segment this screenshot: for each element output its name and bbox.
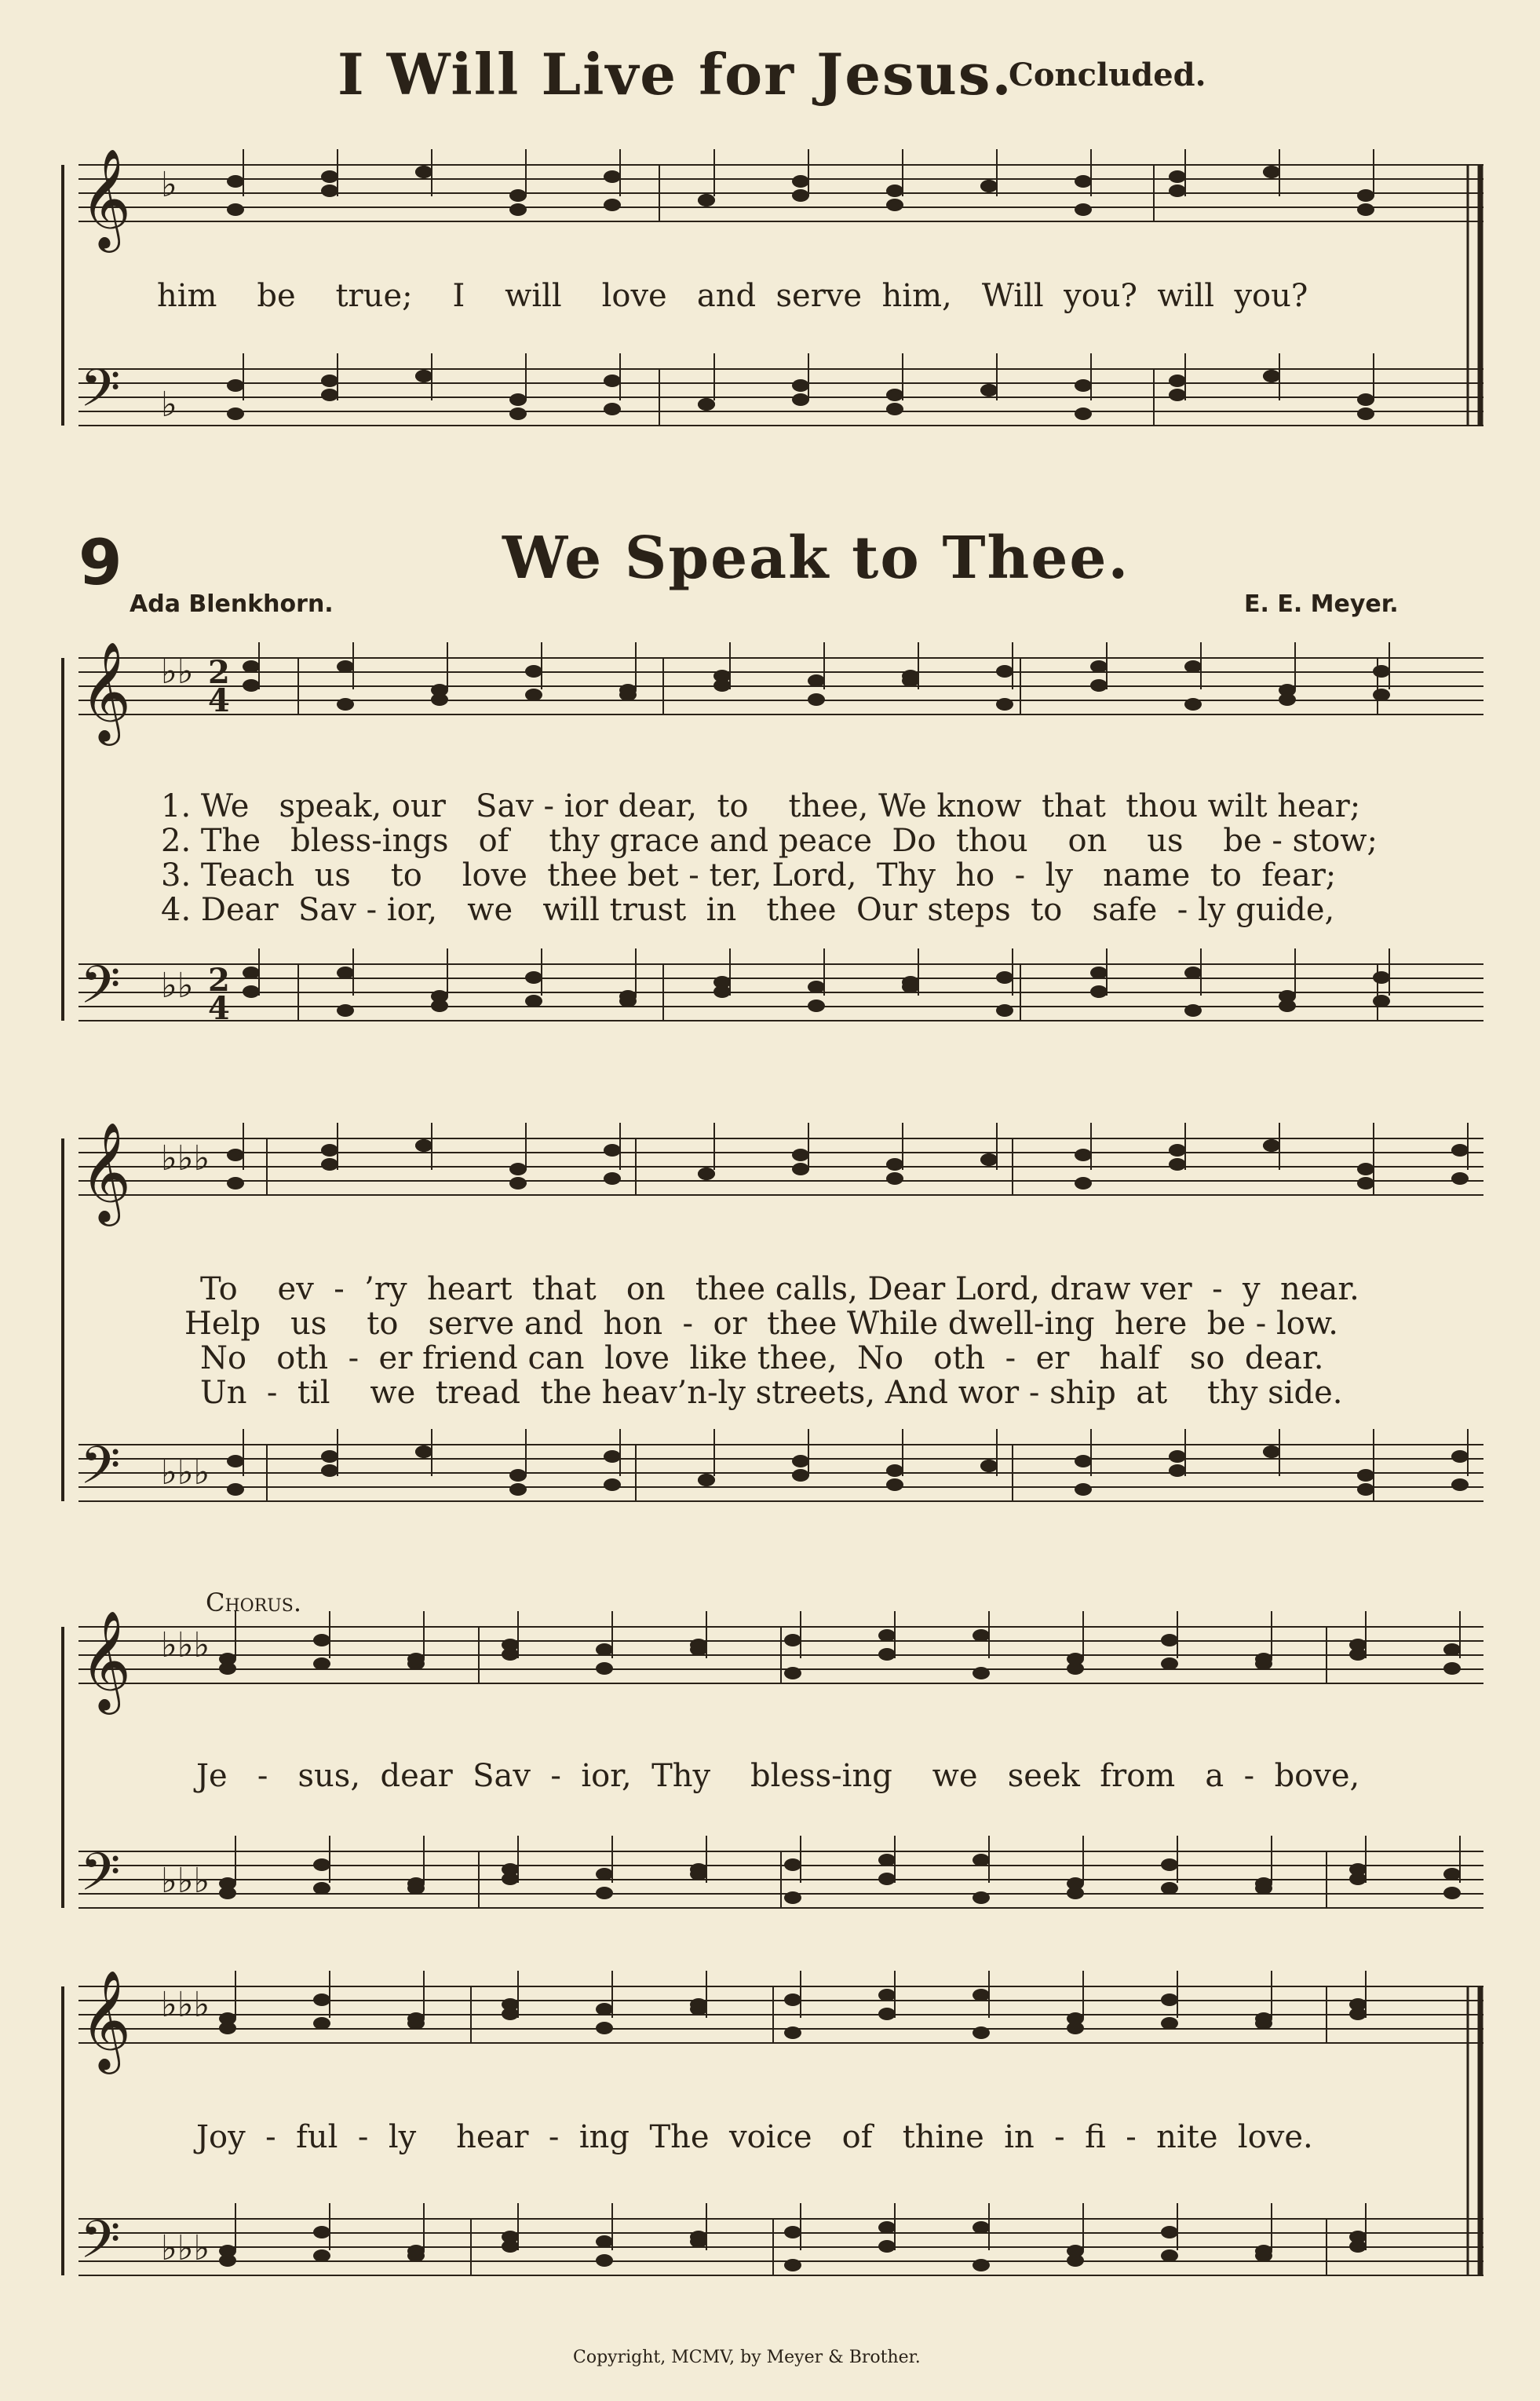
svg-text:♭♭♭: ♭♭♭ bbox=[161, 1453, 210, 1493]
note-head bbox=[878, 1854, 896, 1866]
note-head bbox=[509, 393, 527, 406]
lyric-line-verse3: 3. Teach us to love thee bet - ter, Lord, Thy ho - ly name to fear; bbox=[161, 857, 1337, 894]
note-head bbox=[1075, 407, 1092, 420]
note-head bbox=[321, 1450, 338, 1463]
note-head bbox=[1090, 679, 1108, 692]
note-head bbox=[1184, 660, 1202, 673]
note-head bbox=[502, 1648, 519, 1661]
note-head bbox=[980, 180, 998, 192]
note-head bbox=[1357, 407, 1374, 420]
note-head bbox=[980, 1153, 998, 1166]
note-head bbox=[1373, 689, 1390, 701]
note-head bbox=[792, 379, 809, 392]
note-head bbox=[1161, 1994, 1178, 2006]
note-head bbox=[996, 698, 1013, 711]
note-head bbox=[1255, 1877, 1272, 1890]
note-head bbox=[996, 1004, 1013, 1017]
note-head bbox=[619, 990, 637, 1003]
note-head bbox=[1443, 1887, 1461, 1899]
note-head bbox=[227, 175, 244, 188]
note-head bbox=[973, 1854, 990, 1866]
page-title-note: Concluded. bbox=[1009, 57, 1206, 93]
note-head bbox=[1443, 1868, 1461, 1880]
note-head bbox=[313, 1994, 330, 2006]
note-head bbox=[525, 689, 542, 701]
note-head bbox=[690, 1863, 707, 1876]
treble-clef-icon: 𝄞 bbox=[80, 641, 132, 741]
svg-text:4: 4 bbox=[208, 682, 230, 719]
note-head bbox=[973, 2026, 990, 2039]
note-head bbox=[321, 1464, 338, 1477]
hymn-author: Ada Blenkhorn. bbox=[130, 590, 334, 618]
note-head bbox=[784, 1667, 801, 1679]
note-head bbox=[784, 1994, 801, 2006]
note-head bbox=[1349, 1873, 1367, 1885]
note-head bbox=[243, 679, 260, 692]
note-head bbox=[313, 1634, 330, 1646]
note-head bbox=[219, 1887, 236, 1899]
note-head bbox=[1169, 389, 1186, 401]
note-head bbox=[878, 1989, 896, 2001]
note-head bbox=[227, 379, 244, 392]
note-head bbox=[784, 2026, 801, 2039]
note-head bbox=[878, 1648, 896, 1661]
note-head bbox=[243, 660, 260, 673]
note-head bbox=[604, 1450, 621, 1463]
note-head bbox=[1349, 1648, 1367, 1661]
note-head bbox=[1075, 203, 1092, 216]
note-head bbox=[1075, 379, 1092, 392]
hymn-composer: E. E. Meyer. bbox=[1244, 590, 1399, 618]
note-head bbox=[698, 194, 715, 206]
note-head bbox=[996, 971, 1013, 984]
note-head bbox=[808, 981, 825, 993]
note-head bbox=[886, 185, 903, 197]
note-head bbox=[509, 1483, 527, 1496]
note-head bbox=[792, 1163, 809, 1175]
note-head bbox=[1255, 1653, 1272, 1665]
lyric-line-verse1: 1. We speak, our Sav - ior dear, to thee, We know that thou wilt hear; bbox=[161, 788, 1361, 824]
note-head bbox=[321, 185, 338, 197]
treble-clef-icon: 𝄞 bbox=[80, 1969, 132, 2070]
hymn-number: 9 bbox=[78, 526, 122, 599]
note-head bbox=[1373, 995, 1390, 1007]
note-head bbox=[1279, 693, 1296, 706]
note-head bbox=[1357, 1469, 1374, 1482]
note-head bbox=[502, 1873, 519, 1885]
note-head bbox=[792, 1469, 809, 1482]
note-head bbox=[1067, 2254, 1084, 2267]
note-head bbox=[996, 665, 1013, 678]
note-head bbox=[1169, 1464, 1186, 1477]
lyric-line-chorus1: Je - sus, dear Sav - ior, Thy bless-ing we seek from a - bove, bbox=[196, 1758, 1360, 1794]
staff-verse1-treble bbox=[78, 658, 1483, 714]
note-head bbox=[1161, 1858, 1178, 1871]
note-head bbox=[407, 1877, 425, 1890]
note-head bbox=[808, 1000, 825, 1012]
note-head bbox=[1451, 1144, 1469, 1157]
note-head bbox=[502, 2240, 519, 2253]
note-head bbox=[1263, 166, 1280, 178]
note-head bbox=[886, 1158, 903, 1171]
svg-text:♭♭♭: ♭♭♭ bbox=[161, 2228, 210, 2268]
page-title: I Will Live for Jesus. bbox=[338, 41, 1013, 108]
bass-clef-icon: 𝄢 bbox=[80, 358, 121, 431]
svg-text:♭♭♭: ♭♭♭ bbox=[161, 1861, 210, 1901]
note-head bbox=[808, 693, 825, 706]
note-head bbox=[415, 1139, 432, 1152]
svg-text:♭♭♭: ♭♭♭ bbox=[161, 1625, 210, 1665]
note-head bbox=[1090, 660, 1108, 673]
note-head bbox=[1349, 2008, 1367, 2020]
note-head bbox=[604, 1144, 621, 1157]
note-head bbox=[219, 2022, 236, 2034]
note-head bbox=[1169, 1144, 1186, 1157]
lyric-line-verse4: 4. Dear Sav - ior, we will trust in thee Our steps to safe - ly guide, bbox=[161, 892, 1335, 928]
note-head bbox=[1169, 170, 1186, 183]
note-head bbox=[1169, 375, 1186, 387]
note-head bbox=[321, 1158, 338, 1171]
svg-text:2: 2 bbox=[208, 962, 230, 999]
note-head bbox=[219, 1662, 236, 1675]
note-head bbox=[313, 1882, 330, 1895]
note-head bbox=[227, 1483, 244, 1496]
note-head bbox=[1263, 1139, 1280, 1152]
note-head bbox=[886, 403, 903, 415]
staff-chorus1-treble bbox=[78, 1627, 1483, 1683]
treble-clef-icon: 𝄞 bbox=[80, 148, 132, 248]
note-head bbox=[321, 1144, 338, 1157]
note-head bbox=[321, 375, 338, 387]
svg-text:♭♭♭: ♭♭♭ bbox=[161, 1985, 210, 2025]
note-head bbox=[713, 985, 731, 998]
note-head bbox=[713, 679, 731, 692]
note-head bbox=[525, 971, 542, 984]
note-head bbox=[596, 2022, 613, 2034]
note-head bbox=[1451, 1478, 1469, 1491]
staff-chorus1-bass bbox=[78, 1851, 1483, 1908]
note-head bbox=[1161, 2017, 1178, 2030]
note-head bbox=[227, 1455, 244, 1467]
note-head bbox=[886, 1464, 903, 1477]
bass-clef-icon: 𝄢 bbox=[80, 1435, 121, 1508]
note-head bbox=[1184, 698, 1202, 711]
note-head bbox=[1373, 665, 1390, 678]
note-head bbox=[509, 189, 527, 202]
note-head bbox=[698, 1168, 715, 1180]
note-head bbox=[604, 170, 621, 183]
note-head bbox=[1075, 1149, 1092, 1161]
note-head bbox=[784, 2259, 801, 2271]
note-head bbox=[604, 199, 621, 211]
note-head bbox=[1443, 1643, 1461, 1656]
note-head bbox=[415, 1445, 432, 1458]
note-head bbox=[1263, 1445, 1280, 1458]
note-head bbox=[1169, 1158, 1186, 1171]
note-head bbox=[1075, 1483, 1092, 1496]
note-head bbox=[604, 375, 621, 387]
note-head bbox=[431, 1000, 448, 1012]
note-head bbox=[509, 407, 527, 420]
note-head bbox=[415, 370, 432, 382]
note-head bbox=[1357, 1483, 1374, 1496]
note-head bbox=[980, 1460, 998, 1472]
note-head bbox=[1067, 1887, 1084, 1899]
note-head bbox=[973, 1891, 990, 1904]
svg-text:2: 2 bbox=[208, 654, 230, 691]
note-head bbox=[792, 175, 809, 188]
note-head bbox=[1357, 1163, 1374, 1175]
lyric-line-verse2: 2. The bless-ings of thy grace and peace Do thou on us be - stow; bbox=[161, 823, 1378, 859]
note-head bbox=[313, 2226, 330, 2238]
lyric-line-verse4-cont: Un - til we tread the heav’n-ly streets, And wor - ship at thy side. bbox=[200, 1375, 1343, 1411]
staff-chorus2-treble bbox=[78, 1986, 1483, 2043]
note-head bbox=[980, 384, 998, 397]
note-head bbox=[313, 1858, 330, 1871]
note-head bbox=[690, 2231, 707, 2243]
note-head bbox=[596, 2254, 613, 2267]
copyright-notice: Copyright, MCMV, by Meyer & Brother. bbox=[573, 2348, 921, 2367]
note-head bbox=[886, 389, 903, 401]
note-head bbox=[525, 665, 542, 678]
note-head bbox=[243, 967, 260, 979]
treble-clef-icon: 𝄞 bbox=[80, 1610, 132, 1710]
note-head bbox=[878, 2240, 896, 2253]
note-head bbox=[596, 1868, 613, 1880]
bass-clef-icon: 𝄢 bbox=[80, 955, 121, 1028]
note-head bbox=[1451, 1172, 1469, 1185]
note-head bbox=[1090, 967, 1108, 979]
lyric-line-verse1-cont: To ev - ’ry heart that on thee calls, Dear Lord, draw ver - y near. bbox=[200, 1271, 1359, 1307]
note-head bbox=[337, 660, 354, 673]
note-head bbox=[698, 398, 715, 411]
note-head bbox=[808, 674, 825, 687]
note-head bbox=[792, 189, 809, 202]
note-head bbox=[596, 2003, 613, 2015]
note-head bbox=[1349, 2240, 1367, 2253]
note-head bbox=[1451, 1450, 1469, 1463]
lyric-line-verse2-cont: Help us to serve and hon - or thee While dwell-ing here be - low. bbox=[184, 1306, 1339, 1342]
note-head bbox=[431, 693, 448, 706]
note-head bbox=[509, 1177, 527, 1190]
treble-clef-icon: 𝄞 bbox=[80, 1121, 132, 1222]
note-head bbox=[509, 1469, 527, 1482]
note-head bbox=[604, 403, 621, 415]
note-head bbox=[690, 1639, 707, 1651]
note-head bbox=[525, 995, 542, 1007]
hymn-title: We Speak to Thee. bbox=[502, 524, 1130, 592]
note-head bbox=[902, 976, 919, 989]
lyric-line-concluded: him be true; I will love and serve him, Will you? will you? bbox=[157, 278, 1308, 314]
staff-chorus2-bass bbox=[78, 2219, 1483, 2275]
svg-text:♭: ♭ bbox=[161, 165, 177, 205]
note-head bbox=[973, 2221, 990, 2234]
note-head bbox=[1373, 971, 1390, 984]
lyric-line-chorus2: Joy - ful - ly hear - ing The voice of thine in - fi - nite love. bbox=[196, 2119, 1313, 2155]
note-head bbox=[227, 1177, 244, 1190]
note-head bbox=[337, 1004, 354, 1017]
note-head bbox=[1357, 1177, 1374, 1190]
note-head bbox=[690, 1998, 707, 2011]
note-head bbox=[784, 1634, 801, 1646]
svg-text:♭♭: ♭♭ bbox=[161, 652, 194, 692]
note-head bbox=[792, 1455, 809, 1467]
note-head bbox=[1357, 203, 1374, 216]
note-head bbox=[502, 2008, 519, 2020]
note-head bbox=[1067, 2022, 1084, 2034]
note-head bbox=[973, 1629, 990, 1642]
note-head bbox=[784, 1891, 801, 1904]
note-head bbox=[1357, 393, 1374, 406]
note-head bbox=[407, 2245, 425, 2257]
note-head bbox=[1161, 2249, 1178, 2262]
note-head bbox=[337, 698, 354, 711]
note-head bbox=[1184, 1004, 1202, 1017]
bass-clef-icon: 𝄢 bbox=[80, 1842, 121, 1915]
note-head bbox=[1255, 2012, 1272, 2025]
note-head bbox=[792, 1149, 809, 1161]
note-head bbox=[596, 2235, 613, 2248]
note-head bbox=[878, 1873, 896, 1885]
note-head bbox=[973, 1989, 990, 2001]
note-head bbox=[1067, 1662, 1084, 1675]
note-head bbox=[313, 1657, 330, 1670]
note-head bbox=[973, 2259, 990, 2271]
note-head bbox=[1169, 1450, 1186, 1463]
note-head bbox=[596, 1662, 613, 1675]
note-head bbox=[407, 1653, 425, 1665]
note-head bbox=[878, 1629, 896, 1642]
note-head bbox=[1161, 1657, 1178, 1670]
note-head bbox=[1255, 2245, 1272, 2257]
note-head bbox=[243, 985, 260, 998]
svg-text:♭♭♭: ♭♭♭ bbox=[161, 1138, 210, 1179]
note-head bbox=[1075, 175, 1092, 188]
lyric-line-verse3-cont: No oth - er friend can love like thee, No oth - er half so dear. bbox=[200, 1340, 1324, 1376]
note-head bbox=[1161, 1882, 1178, 1895]
note-head bbox=[1075, 1455, 1092, 1467]
note-head bbox=[784, 2226, 801, 2238]
note-head bbox=[227, 1149, 244, 1161]
note-head bbox=[1075, 1177, 1092, 1190]
note-head bbox=[313, 2017, 330, 2030]
note-head bbox=[415, 166, 432, 178]
note-head bbox=[337, 967, 354, 979]
note-head bbox=[878, 2221, 896, 2234]
note-head bbox=[321, 170, 338, 183]
note-head bbox=[1161, 1634, 1178, 1646]
note-head bbox=[313, 2249, 330, 2262]
note-head bbox=[973, 1667, 990, 1679]
note-head bbox=[1161, 2226, 1178, 2238]
note-head bbox=[227, 407, 244, 420]
note-head bbox=[1443, 1662, 1461, 1675]
note-head bbox=[604, 1172, 621, 1185]
svg-text:♭♭: ♭♭ bbox=[161, 966, 194, 1006]
note-head bbox=[509, 203, 527, 216]
note-head bbox=[604, 1478, 621, 1491]
note-head bbox=[227, 203, 244, 216]
note-head bbox=[619, 684, 637, 696]
note-head bbox=[596, 1643, 613, 1656]
bass-clef-icon: 𝄢 bbox=[80, 2209, 121, 2282]
staff-verse1-bass bbox=[78, 964, 1483, 1021]
note-head bbox=[1169, 185, 1186, 197]
note-head bbox=[886, 1478, 903, 1491]
note-head bbox=[784, 1858, 801, 1871]
note-head bbox=[1090, 985, 1108, 998]
chorus-label: Chorus. bbox=[206, 1588, 302, 1617]
svg-text:♭: ♭ bbox=[161, 385, 177, 425]
note-head bbox=[886, 199, 903, 211]
note-head bbox=[321, 389, 338, 401]
note-head bbox=[219, 2254, 236, 2267]
note-head bbox=[1263, 370, 1280, 382]
note-head bbox=[509, 1163, 527, 1175]
note-head bbox=[886, 1172, 903, 1185]
note-head bbox=[792, 393, 809, 406]
note-head bbox=[878, 2008, 896, 2020]
note-head bbox=[902, 670, 919, 682]
note-head bbox=[407, 2012, 425, 2025]
note-head bbox=[596, 1887, 613, 1899]
note-head bbox=[1184, 967, 1202, 979]
note-head bbox=[698, 1474, 715, 1486]
note-head bbox=[1357, 189, 1374, 202]
note-head bbox=[1279, 1000, 1296, 1012]
svg-text:4: 4 bbox=[208, 990, 230, 1027]
